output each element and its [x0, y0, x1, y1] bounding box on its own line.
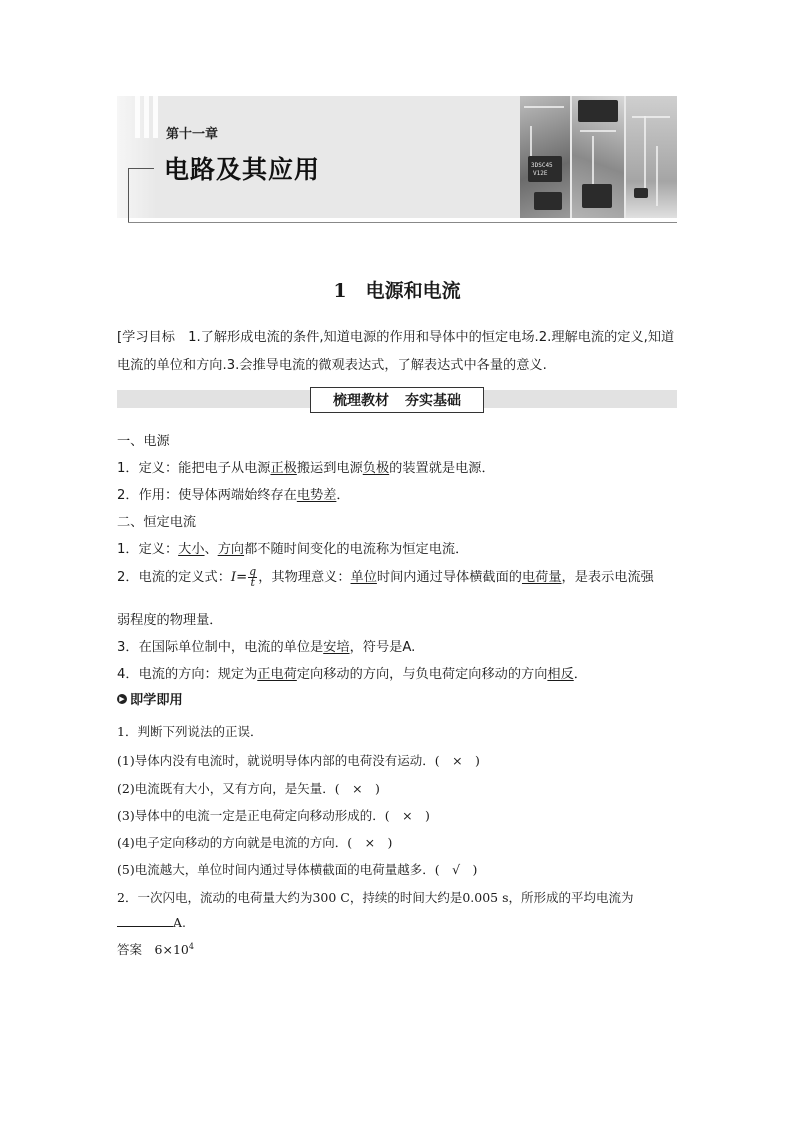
practice-item: (4)电子定向移动的方向就是电流的方向．( × )	[117, 835, 393, 850]
s2-line-3: 3．在国际单位制中，电流的单位是安培，符号是A.	[117, 640, 416, 655]
banner-stripe	[135, 96, 140, 138]
practice-item: (1)导体内没有电流时，就说明导体内部的电荷没有运动．( × )	[117, 753, 480, 768]
banner-stripe	[144, 96, 149, 138]
practice-item: (2)电流既有大小，又有方向，是矢量．( × )	[117, 781, 380, 796]
chapter-label: 第十一章	[166, 127, 219, 142]
chapter-title: 电路及其应用	[164, 155, 321, 184]
practice-heading: ▶ 即学即用	[117, 689, 183, 708]
s2-heading: 二、恒定电流	[117, 515, 197, 530]
practice-q2: 2．一次闪电，流动的电荷量大约为300 C，持续的时间大约是0.005 s，所形成的平均电流为	[117, 890, 634, 905]
current-formula-fraction: $\frac{q}{t}$	[249, 564, 257, 589]
heading-box-right: 夯实基础	[405, 393, 461, 409]
practice-q1: 1．判断下列说法的正误．	[117, 724, 263, 739]
circuit-photo-2	[572, 96, 624, 218]
learning-goal-prefix: [学习目标	[117, 330, 175, 345]
banner-stripe	[153, 96, 158, 138]
banner-bracket-line	[128, 168, 154, 169]
s2-line-2-cont: 弱程度的物理量．	[117, 613, 223, 628]
circuit-photo-3	[626, 96, 677, 218]
section-title: 1 电源和电流	[333, 280, 461, 302]
learning-goal	[117, 324, 679, 380]
circuit-photo-1: 3DSC45 V12E	[520, 96, 570, 218]
learning-goal-text: 1.了解形成电流的条件,知道电源的作用和导体中的恒定电场.2.理解电流的定义,知道电流的单位和方向.3.会推导电流的微观表达式，了解表达式中各量的意义.	[117, 330, 675, 373]
circuit-board-photos	[520, 96, 677, 218]
s2-line-4: 4．电流的方向：规定为正电荷定向移动的方向，与负电荷定向移动的方向相反．	[117, 667, 587, 682]
practice-item: (5)电流越大，单位时间内通过导体横截面的电荷量越多．( √ )	[117, 862, 478, 877]
banner-underline	[128, 222, 677, 223]
s1-heading: 一、电源	[117, 434, 170, 449]
s1-line-2: 2．作用：使导体两端始终存在电势差．	[117, 488, 350, 503]
answer: 答案 $6\times 10^4$	[117, 941, 194, 957]
s2-line-2: 2．电流的定义式：I= $\frac{q}{t}$ ，其物理意义：单位时间内通过导体横截面的电荷量，是表示电流强	[117, 564, 654, 589]
play-icon: ▶	[117, 694, 127, 704]
answer-blank[interactable]	[117, 914, 173, 927]
s1-line-1: 1．定义：能把电子从电源正极搬运到电源负极的装置就是电源．	[117, 461, 495, 476]
s2-line-1: 1．定义：大小、方向都不随时间变化的电流称为恒定电流．	[117, 542, 469, 557]
practice-q2-blank: A.	[117, 914, 186, 930]
heading-box-left: 梳理教材	[333, 393, 389, 409]
banner-bracket-line	[128, 168, 129, 222]
practice-item: (3)导体中的电流一定是正电荷定向移动形成的．( × )	[117, 808, 430, 823]
heading-box	[310, 387, 484, 413]
